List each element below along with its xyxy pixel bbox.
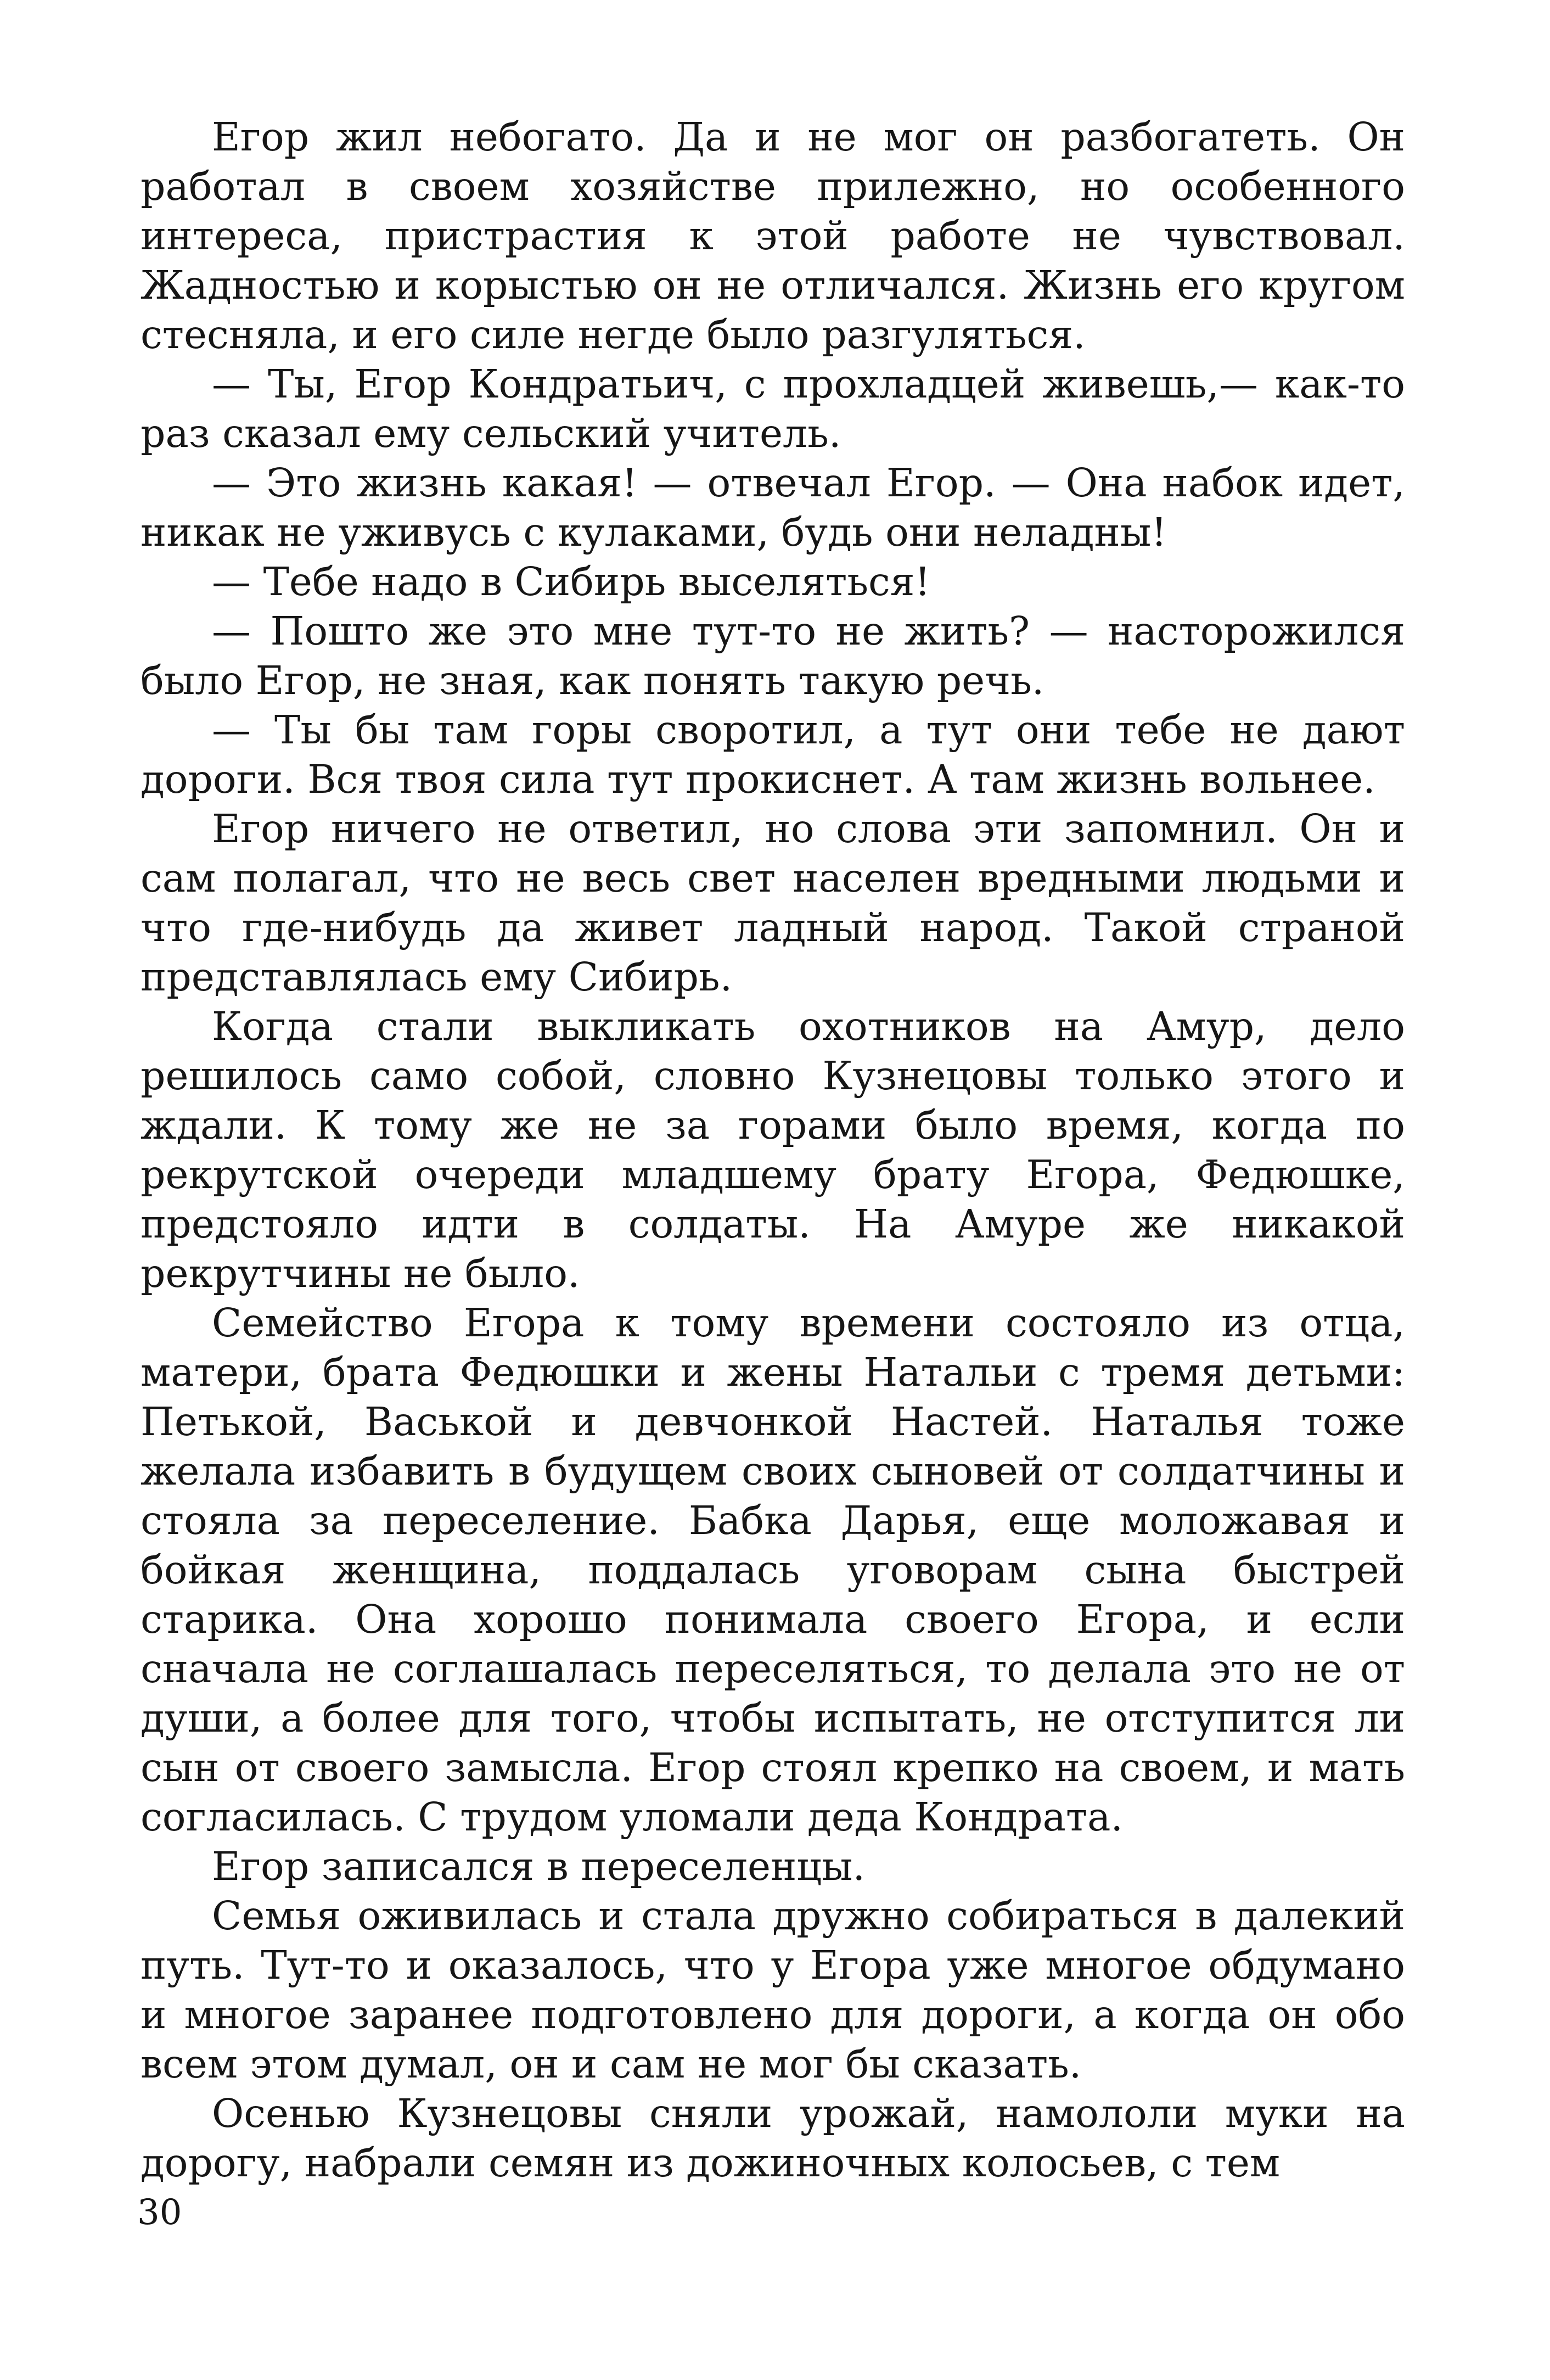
paragraph-4: — Тебе надо в Сибирь выселяться! bbox=[212, 559, 931, 604]
paragraph-9: Семейство Егора к тому времени состояло из отца, матери, брата Федюшки и жены Натальи с тремя детьми: Петькой, Васькой и девчонкой Настей. Наталья тоже желала избавить в будущем своих сыновей от солдатчины и стояла за переселение. Бабка Дарья, еще моложавая и бойкая женщина, поддалась уговорам сына быстрей старика. Она хорошо понимала своего Егора, и если сначала не соглашалась переселяться, то делала это не от души, а более для того, чтобы испытать, не отступится ли сын от своего замысла. Егор стоял крепко на своем, и мать согласилась. С трудом уломали деда Кондрата. bbox=[141, 1300, 1405, 1840]
paragraph-3: — Это жизнь какая! — отвечал Егор. — Она набок идет, никак не уживусь с кулаками, будь они неладны! bbox=[141, 460, 1405, 555]
paragraph-10: Егор записался в переселенцы. bbox=[212, 1844, 866, 1889]
body-text bbox=[141, 113, 1405, 2188]
paragraph-2: — Ты, Егор Кондратьич, с прохладцей живешь,— как-то раз сказал ему сельский учитель. bbox=[141, 361, 1405, 456]
paragraph-12: Осенью Кузнецовы сняли урожай, намололи муки на дорогу, набрали семян из дожиночных колосьев, с тем bbox=[141, 2091, 1405, 2186]
paragraph-8: Когда стали выкликать охотников на Амур, дело решилось само собой, словно Кузнецовы только этого и ждали. К тому же не за горами было время, когда по рекрутской очереди младшему брату Егора, Федюшке, предстояло идти в солдаты. На Амуре же никакой рекрутчины не было. bbox=[141, 1004, 1405, 1296]
paragraph-5: — Пошто же это мне тут-то не жить? — насторожился было Егор, не зная, как понять такую речь. bbox=[141, 608, 1405, 703]
paragraph-7: Егор ничего не ответил, но слова эти запомнил. Он и сам полагал, что не весь свет населен вредными людьми и что где-нибудь да живет ладный народ. Такой страной представлялась ему Сибирь. bbox=[141, 806, 1405, 1000]
paragraph-1: Егор жил небогато. Да и не мог он разбогатеть. Он работал в своем хозяйстве прилежно, но особенного интереса, пристрастия к этой работе не чувствовал. Жадностью и корыстью он не отличался. Жизнь его кругом стесняла, и его силе негде было разгуляться. bbox=[141, 114, 1405, 357]
paragraph-6: — Ты бы там горы своротил, а тут они тебе не дают дороги. Вся твоя сила тут прокиснет. А там жизнь вольнее. bbox=[141, 707, 1405, 802]
page-number: 30 bbox=[137, 2192, 182, 2233]
paragraph-11: Семья оживилась и стала дружно собираться в далекий путь. Тут-то и оказалось, что у Егора уже многое обдумано и многое заранее подготовлено для дороги, а когда он обо всем этом думал, он и сам не мог бы сказать. bbox=[141, 1893, 1405, 2087]
